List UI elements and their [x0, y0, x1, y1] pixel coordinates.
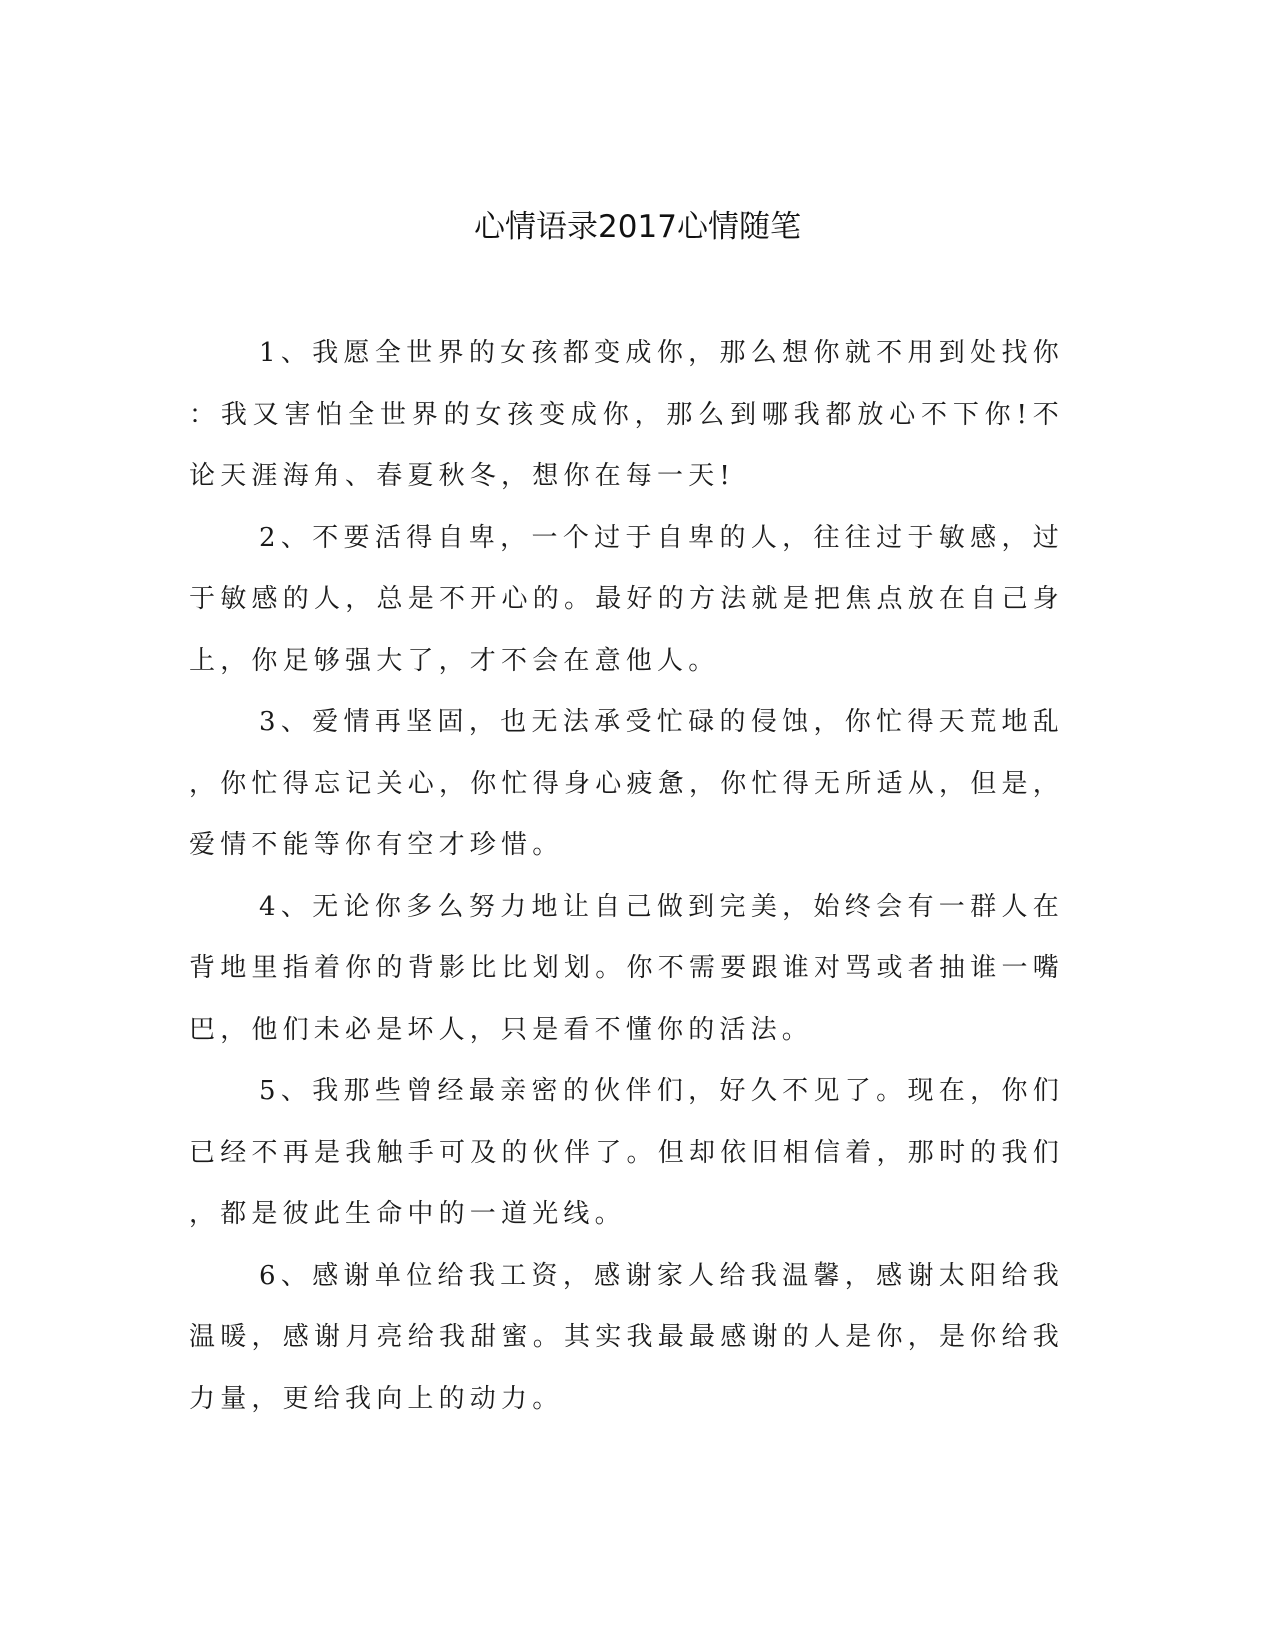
paragraph-1: 1、我愿全世界的女孩都变成你，那么想你就不用到处找你：我又害怕全世界的女孩变成你，那么到哪我都放心不下你!不论天涯海角、春夏秋冬，想你在每一天!	[189, 338, 1064, 491]
paragraph-2: 2、不要活得自卑，一个过于自卑的人，往往过于敏感，过于敏感的人，总是不开心的。最好的方法就是把焦点放在自己身上，你足够强大了，才不会在意他人。	[189, 522, 1064, 676]
paragraph-3: 3、爱情再坚固，也无法承受忙碌的侵蚀，你忙得天荒地乱，你忙得忘记关心，你忙得身心疲惫，你忙得无所适从，但是，爱情不能等你有空才珍惜。	[189, 707, 1064, 860]
paragraph-5: 5、我那些曾经最亲密的伙伴们，好久不见了。现在，你们已经不再是我触手可及的伙伴了。但却依旧相信着，那时的我们，都是彼此生命中的一道光线。	[189, 1076, 1064, 1229]
document-title: 心情语录2017心情随笔	[474, 209, 801, 245]
paragraph-6: 6、感谢单位给我工资，感谢家人给我温馨，感谢太阳给我温暖，感谢月亮给我甜蜜。其实我最最感谢的人是你，是你给我力量，更给我向上的动力。	[189, 1260, 1064, 1414]
paragraph-4: 4、无论你多么努力地让自己做到完美，始终会有一群人在背地里指着你的背影比比划划。你不需要跟谁对骂或者抽谁一嘴巴，他们未必是坏人，只是看不懂你的活法。	[189, 891, 1064, 1045]
document-body	[189, 323, 1064, 1430]
